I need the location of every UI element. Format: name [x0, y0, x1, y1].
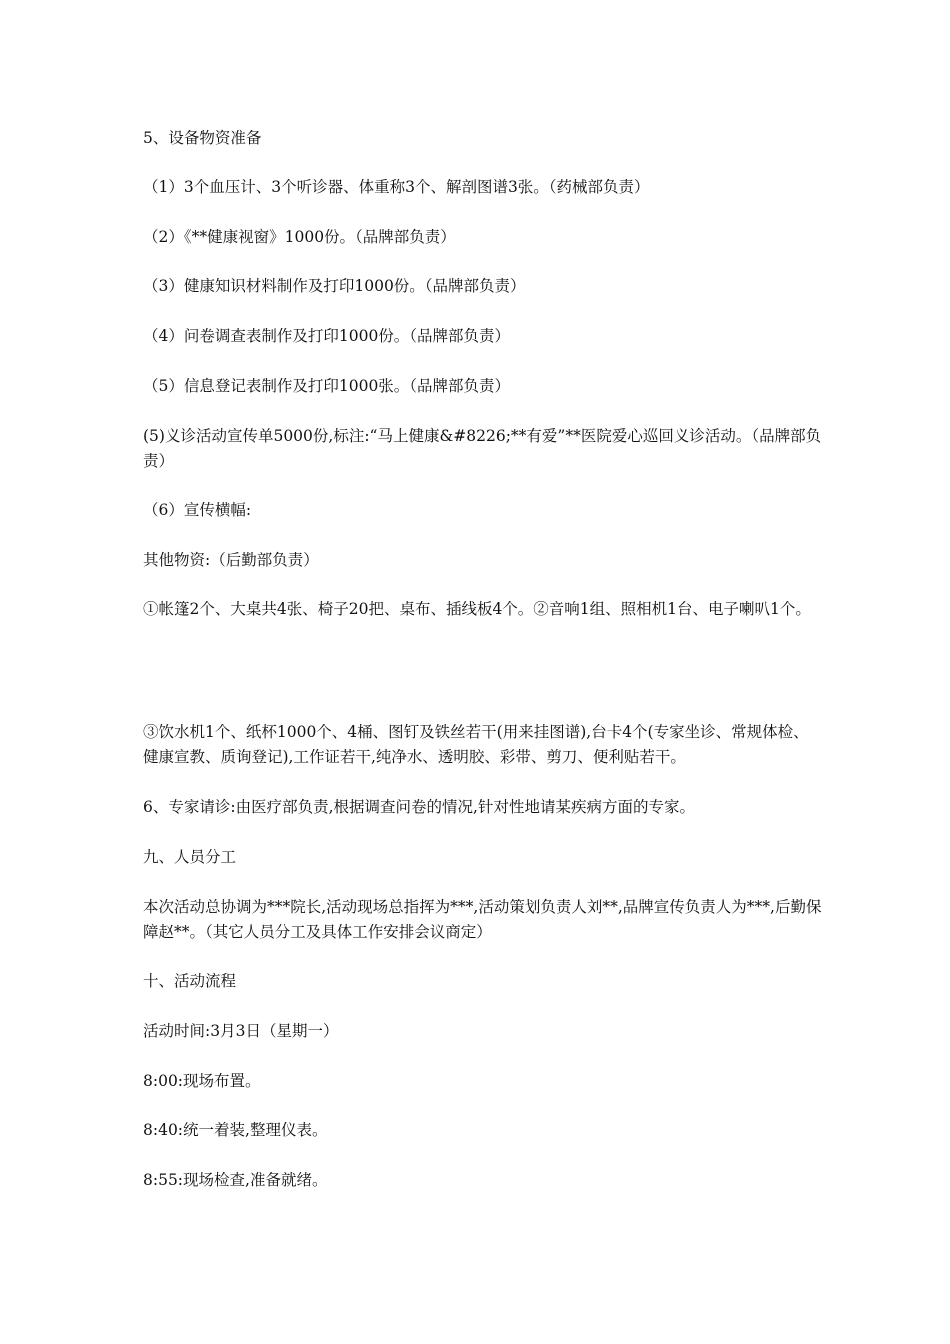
paragraph-item-1: （1）3个血压计、3个听诊器、体重称3个、解剖图谱3张。（药械部负责） — [143, 178, 650, 196]
paragraph-item-3: （3）健康知识材料制作及打印1000份。（品牌部负责） — [143, 277, 526, 295]
section-heading-equipment: 5、设备物资准备 — [143, 129, 262, 147]
paragraph-activity-time: 活动时间:3月3日（星期一） — [143, 1022, 339, 1040]
section-heading-process: 十、活动流程 — [143, 972, 237, 990]
section-heading-staff: 九、人员分工 — [143, 848, 237, 866]
schedule-item-0800: 8:00:现场布置。 — [143, 1072, 261, 1090]
paragraph-equipment-list-2: ③饮水机1个、纸杯1000个、4桶、图钉及铁丝若干(用来挂图谱),台卡4个(专家坐诊、常规体检、健康宣教、质询登记),工作证若干,纯净水、透明胶、彩带、剪刀、便利贴若干。 — [143, 723, 809, 766]
paragraph-item-4: （4）问卷调查表制作及打印1000份。（品牌部负责） — [143, 327, 511, 345]
paragraph-item-2: （2）《**健康视窗》1000份。（品牌部负责） — [143, 228, 456, 246]
schedule-item-0855: 8:55:现场检查,准备就绪。 — [143, 1171, 328, 1189]
schedule-item-0840: 8:40:统一着装,整理仪表。 — [143, 1121, 328, 1139]
paragraph-banner: （6）宣传横幅: — [143, 501, 252, 519]
paragraph-item-5: （5）信息登记表制作及打印1000张。（品牌部负责） — [143, 377, 511, 395]
section-heading-experts: 6、专家请诊:由医疗部负责,根据调查问卷的情况,针对性地请某疾病方面的专家。 — [143, 798, 695, 816]
paragraph-staff-assignment: 本次活动总协调为***院长,活动现场总指挥为***,活动策划负责人刘**,品牌宣传负责人为***,后勤保障赵**。（其它人员分工及具体工作安排会议商定） — [143, 898, 822, 941]
paragraph-flyer: (5)义诊活动宣传单5000份,标注:“马上健康&#8226;**有爱”**医院爱心巡回义诊活动。（品牌部负责） — [143, 427, 822, 470]
paragraph-other-materials: 其他物资:（后勤部负责） — [143, 551, 319, 569]
paragraph-equipment-list-1: ①帐篷2个、大桌共4张、椅子20把、桌布、插线板4个。②音响1组、照相机1台、电子喇叭1个。 — [143, 600, 811, 618]
